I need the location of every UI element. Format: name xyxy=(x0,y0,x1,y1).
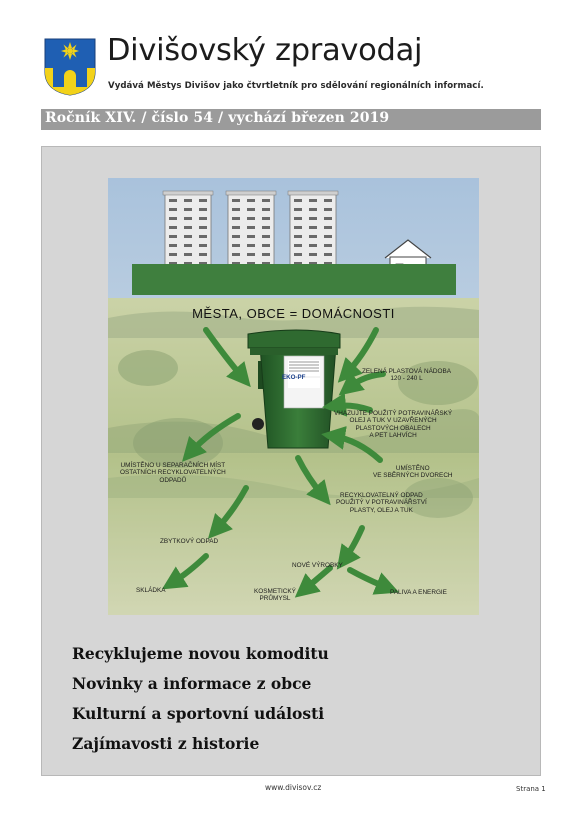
label-collection-yards: UMÍSTĚNO VE SBĚRNÝCH DVORECH xyxy=(373,465,453,480)
masthead-title: Divišovský zpravodaj xyxy=(107,33,423,68)
municipality-crest-icon xyxy=(44,38,96,96)
label-residual-waste: ZBYTKOVÝ ODPAD xyxy=(160,538,219,545)
cover-topics xyxy=(72,644,329,764)
footer-url: www.divisov.cz xyxy=(265,783,322,792)
label-new-products: NOVÉ VÝROBKY xyxy=(292,562,343,569)
issue-info: Ročník XIV. / číslo 54 / vychází březen 2019 xyxy=(45,110,390,126)
page-number: Strana 1 xyxy=(516,785,546,793)
masthead-subtitle: Vydává Městys Divišov jako čtvrtletník pro sdělování regionálních informací. xyxy=(108,81,484,91)
label-fuel-energy: PALIVA A ENERGIE xyxy=(390,589,447,596)
poster-illustration xyxy=(108,178,479,615)
issue-bar xyxy=(41,109,541,130)
label-recyclable-waste: RECYKLOVATELNÝ ODPAD POUŽITÝ V POTRAVINÁŘSTVÍ PLASTY, OLEJ A TUK xyxy=(336,492,427,514)
topic-item: Novinky a informace z obce xyxy=(72,674,312,693)
bin-brand: EKO-PF xyxy=(282,374,306,381)
recycling-poster xyxy=(108,178,479,615)
topic-item: Kulturní a sportovní události xyxy=(72,704,325,723)
label-green-bin: ZELENÁ PLASTOVÁ NÁDOBA 120 - 240 L xyxy=(362,368,452,383)
label-landfill: SKLÁDKA xyxy=(136,587,166,594)
label-dispose-oil: VHAZUJTE POUŽITÝ POTRAVINÁŘSKÝ OLEJ A TUK V UZAVŘENÝCH PLASTOVÝCH OBALECH A PET LAHVÍCH xyxy=(334,410,453,440)
topic-item: Recyklujeme novou komoditu xyxy=(72,644,329,663)
topic-item: Zajímavosti z historie xyxy=(72,734,260,753)
poster-headline: MĚSTA, OBCE = DOMÁCNOSTI xyxy=(192,306,395,321)
label-separation-points: UMÍSTĚNO U SEPARAČNÍCH MÍST OSTATNÍCH RECYKLOVATELNÝCH ODPADŮ xyxy=(120,462,226,484)
label-cosmetics: KOSMETICKÝ PRŮMYSL xyxy=(254,588,296,603)
